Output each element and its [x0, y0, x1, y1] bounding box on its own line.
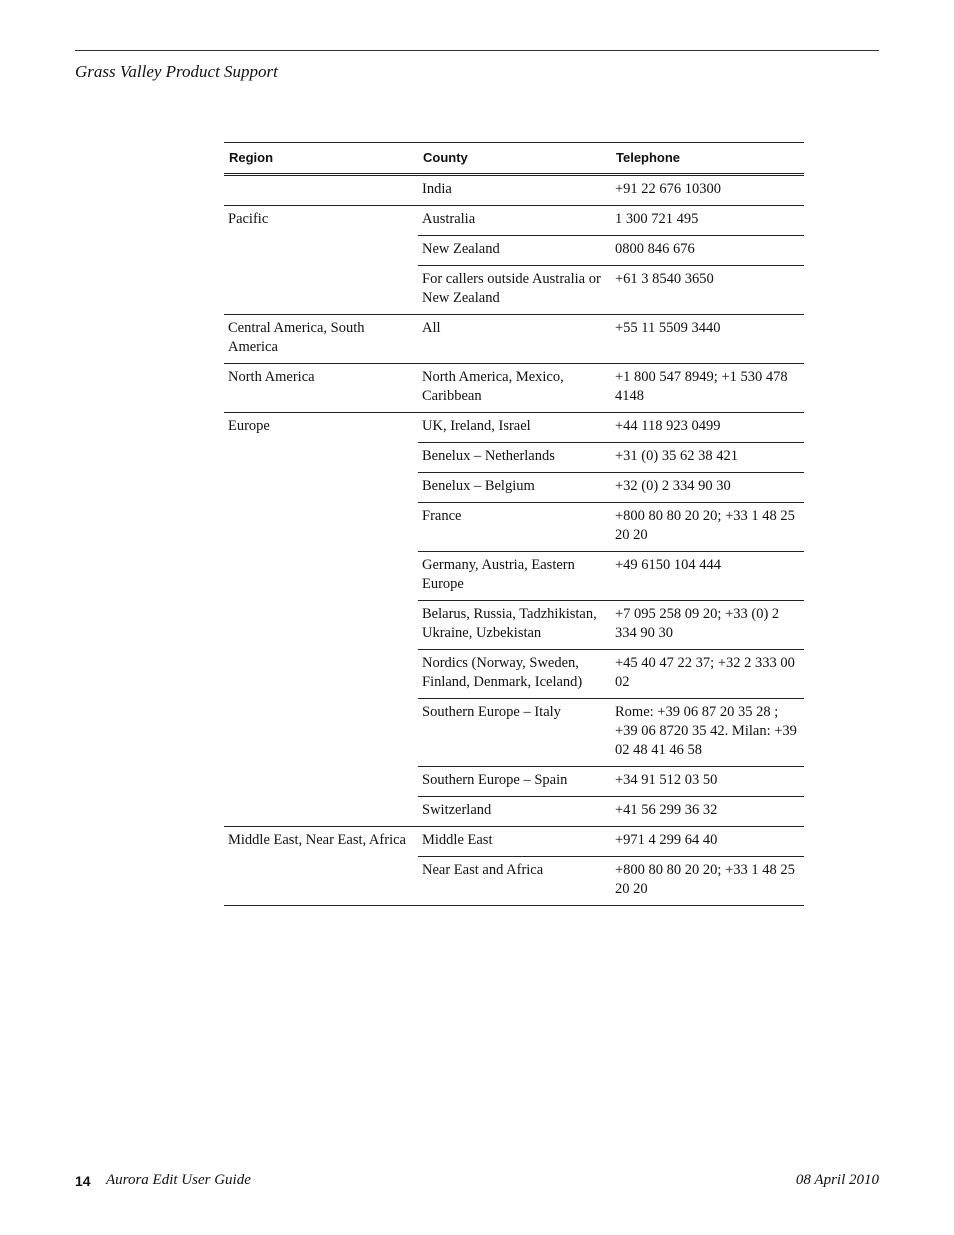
- telephone-cell: +800 80 80 20 20; +33 1 48 25 20 20: [611, 857, 804, 906]
- guide-title: Aurora Edit User Guide: [106, 1172, 251, 1188]
- country-cell: For callers outside Australia or New Zealand: [418, 266, 611, 315]
- telephone-cell: +49 6150 104 444: [611, 552, 804, 601]
- telephone-cell: +7 095 258 09 20; +33 (0) 2 334 90 30: [611, 601, 804, 650]
- region-cell: Pacific: [224, 206, 418, 315]
- region-cell: Europe: [224, 413, 418, 827]
- table-body: [224, 175, 804, 906]
- country-cell: Southern Europe – Spain: [418, 767, 611, 797]
- table-row: [224, 827, 804, 857]
- country-cell: North America, Mexico, Caribbean: [418, 364, 611, 413]
- country-cell: Switzerland: [418, 797, 611, 827]
- country-cell: Middle East: [418, 827, 611, 857]
- telephone-cell: +44 118 923 0499: [611, 413, 804, 443]
- telephone-cell: +800 80 80 20 20; +33 1 48 25 20 20: [611, 503, 804, 552]
- country-cell: Benelux – Netherlands: [418, 443, 611, 473]
- country-cell: Near East and Africa: [418, 857, 611, 906]
- country-cell: New Zealand: [418, 236, 611, 266]
- page-number: 14: [75, 1173, 91, 1189]
- country-cell: Germany, Austria, Eastern Europe: [418, 552, 611, 601]
- telephone-cell: +31 (0) 35 62 38 421: [611, 443, 804, 473]
- country-cell: India: [418, 175, 611, 206]
- country-cell: Southern Europe – Italy: [418, 699, 611, 767]
- country-cell: Benelux – Belgium: [418, 473, 611, 503]
- telephone-cell: +55 11 5509 3440: [611, 315, 804, 364]
- header-rule: [75, 50, 879, 51]
- column-header-region: Region: [224, 143, 418, 175]
- telephone-cell: +45 40 47 22 37; +32 2 333 00 02: [611, 650, 804, 699]
- telephone-cell: +61 3 8540 3650: [611, 266, 804, 315]
- country-cell: Nordics (Norway, Sweden, Finland, Denmark, Iceland): [418, 650, 611, 699]
- region-cell: Middle East, Near East, Africa: [224, 827, 418, 906]
- support-contacts-table: [224, 142, 804, 906]
- country-cell: Belarus, Russia, Tadzhikistan, Ukraine, Uzbekistan: [418, 601, 611, 650]
- table-row: [224, 175, 804, 206]
- running-header-title: Grass Valley Product Support: [75, 62, 278, 81]
- table-row: [224, 315, 804, 364]
- telephone-cell: 0800 846 676: [611, 236, 804, 266]
- telephone-cell: Rome: +39 06 87 20 35 28 ; +39 06 8720 35 42. Milan: +39 02 48 41 46 58: [611, 699, 804, 767]
- column-header-county: County: [418, 143, 611, 175]
- telephone-cell: +1 800 547 8949; +1 530 478 4148: [611, 364, 804, 413]
- region-cell: Central America, South America: [224, 315, 418, 364]
- country-cell: All: [418, 315, 611, 364]
- table-row: [224, 364, 804, 413]
- table-row: [224, 206, 804, 236]
- telephone-cell: 1 300 721 495: [611, 206, 804, 236]
- country-cell: France: [418, 503, 611, 552]
- table-row: [224, 413, 804, 443]
- telephone-cell: +971 4 299 64 40: [611, 827, 804, 857]
- publication-date: 08 April 2010: [795, 1172, 879, 1188]
- telephone-cell: +32 (0) 2 334 90 30: [611, 473, 804, 503]
- table-header-row: [224, 143, 804, 175]
- telephone-cell: +91 22 676 10300: [611, 175, 804, 206]
- region-cell: [224, 175, 418, 206]
- column-header-telephone: Telephone: [611, 143, 804, 175]
- telephone-cell: +34 91 512 03 50: [611, 767, 804, 797]
- telephone-cell: +41 56 299 36 32: [611, 797, 804, 827]
- region-cell: North America: [224, 364, 418, 413]
- country-cell: UK, Ireland, Israel: [418, 413, 611, 443]
- country-cell: Australia: [418, 206, 611, 236]
